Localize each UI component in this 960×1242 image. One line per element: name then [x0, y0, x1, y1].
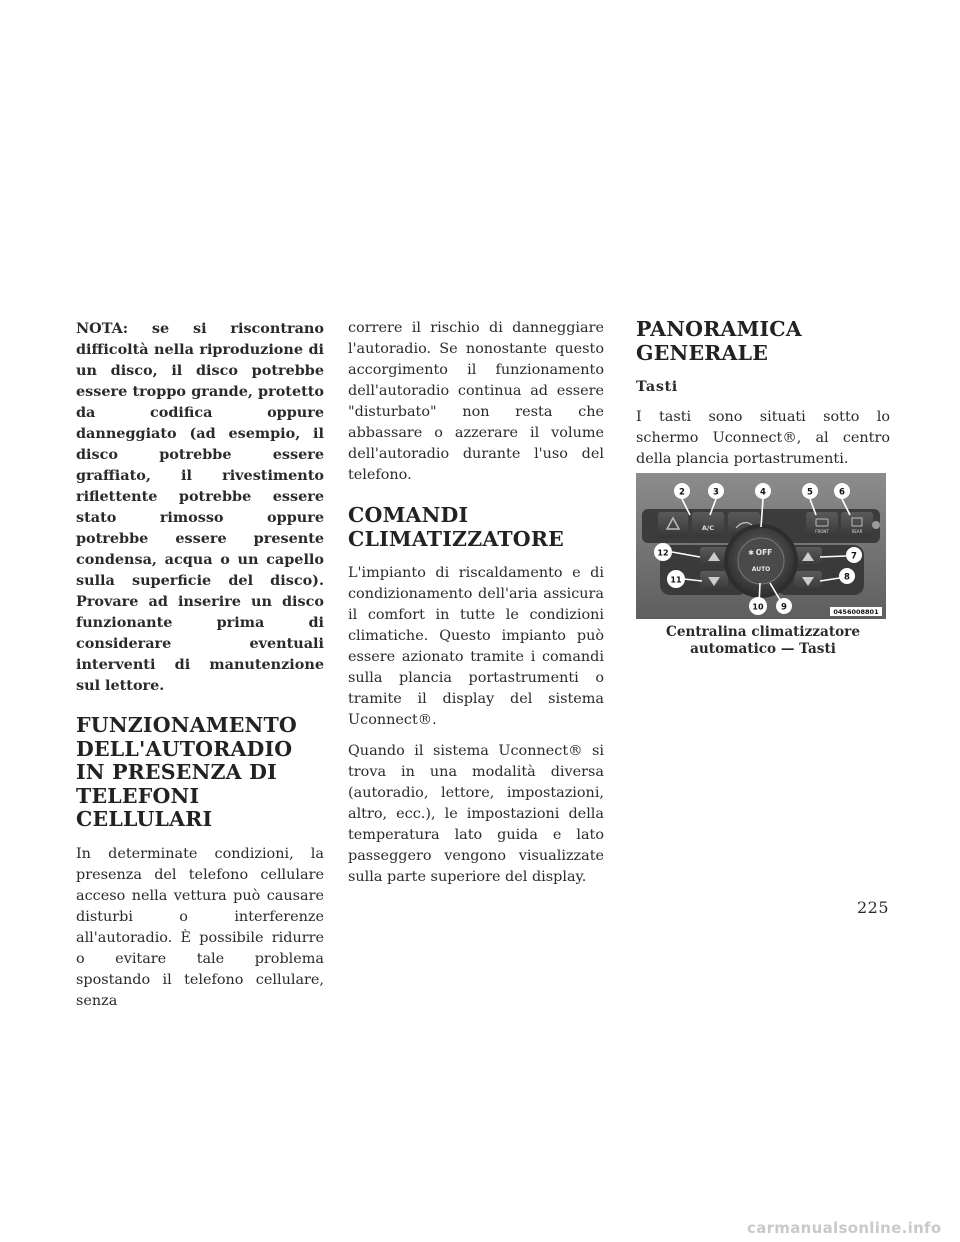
column-right — [636, 318, 890, 658]
figure-code: 0456008801 — [833, 608, 879, 616]
svg-text:9: 9 — [781, 602, 787, 613]
svg-text:3: 3 — [713, 487, 719, 498]
front-defrost-button — [806, 512, 838, 538]
svg-text:4: 4 — [760, 487, 766, 498]
watermark: carmanualsonline.info — [747, 1219, 942, 1237]
body-paragraph: correre il rischio di danneggiare l'autoradio. Se nonostante questo accorgimento il funzionamento dell'autoradio continua ad essere "disturbato" non resta che abbassare o azzerare il volume dell'autoradio durante l'uso del telefono. — [348, 320, 604, 483]
svg-text:8: 8 — [844, 572, 850, 583]
svg-text:10: 10 — [752, 602, 764, 612]
subheading-buttons: Tasti — [636, 378, 678, 395]
svg-text:6: 6 — [839, 487, 845, 498]
seat-icon — [872, 521, 880, 529]
column-left — [76, 318, 324, 1012]
figure-caption — [636, 624, 890, 658]
section-heading-radio-phones: FUNZIONAMENTO DELL'AUTORADIO IN PRESENZA DI TELEFONI CELLULARI — [76, 713, 297, 831]
hazard-button — [658, 512, 688, 538]
caption-line: automatico — Tasti — [690, 641, 836, 657]
knob-center — [738, 538, 784, 584]
off-label: OFF — [755, 548, 773, 557]
section-heading-overview: PANORAMICA GENERALE — [636, 317, 802, 365]
body-paragraph: I tasti sono situati sotto lo schermo Uconnect®, al centro della plancia portastrumenti. — [636, 409, 890, 467]
body-paragraph: Quando il sistema Uconnect® si trova in una modalità diversa (autoradio, lettore, impostazioni, altro, ecc.), le impostazioni della temperatura lato guida e lato passeggero vengono visualizzate sulla parte superiore del display. — [348, 743, 604, 885]
fan-icon: ✱ — [748, 549, 754, 557]
caption-line: Centralina climatizzatore — [666, 624, 860, 640]
rear-label: REAR — [851, 529, 863, 534]
auto-label: AUTO — [751, 566, 771, 573]
svg-text:12: 12 — [657, 548, 669, 558]
body-paragraph: L'impianto di riscaldamento e di condizionamento dell'aria assicura il comfort in tutte le condizioni climatiche. Questo impianto può essere azionato tramite i comandi sulla plancia portastrumenti o tramite il display del sistema Uconnect®. — [348, 565, 604, 728]
svg-text:11: 11 — [670, 575, 682, 585]
column-middle — [348, 318, 604, 888]
page-number: 225 — [857, 898, 890, 917]
rear-defrost-button — [841, 512, 873, 538]
note-paragraph: NOTA: se si riscontrano difficoltà nella riproduzione di un disco, il disco potrebbe essere troppo grande, protetto da codifica oppure danneggiato (ad esempio, il disco potrebbe essere graffiato, il rivestimento riflettente potrebbe essere stato rimosso oppure potrebbe essere presente condensa, acqua o un capello sulla superficie del disco). Provare ad inserire un disco funzionante prima di considerare eventuali interventi di manutenzione sul lettore. — [76, 320, 324, 694]
svg-text:7: 7 — [851, 551, 857, 562]
body-paragraph: In determinate condizioni, la presenza del telefono cellulare acceso nella vettura può causare disturbi o interferenze all'autoradio. È possibile ridurre o evitare tale problema spostando il telefono cellulare, senza — [76, 845, 324, 1009]
climate-control-panel-figure — [636, 473, 886, 619]
ac-label: A/C — [701, 524, 715, 532]
front-label: FRONT — [815, 529, 829, 534]
svg-text:2: 2 — [679, 487, 685, 498]
section-heading-climate-controls: COMANDI CLIMATIZZATORE — [348, 503, 564, 551]
svg-text:5: 5 — [807, 487, 813, 498]
